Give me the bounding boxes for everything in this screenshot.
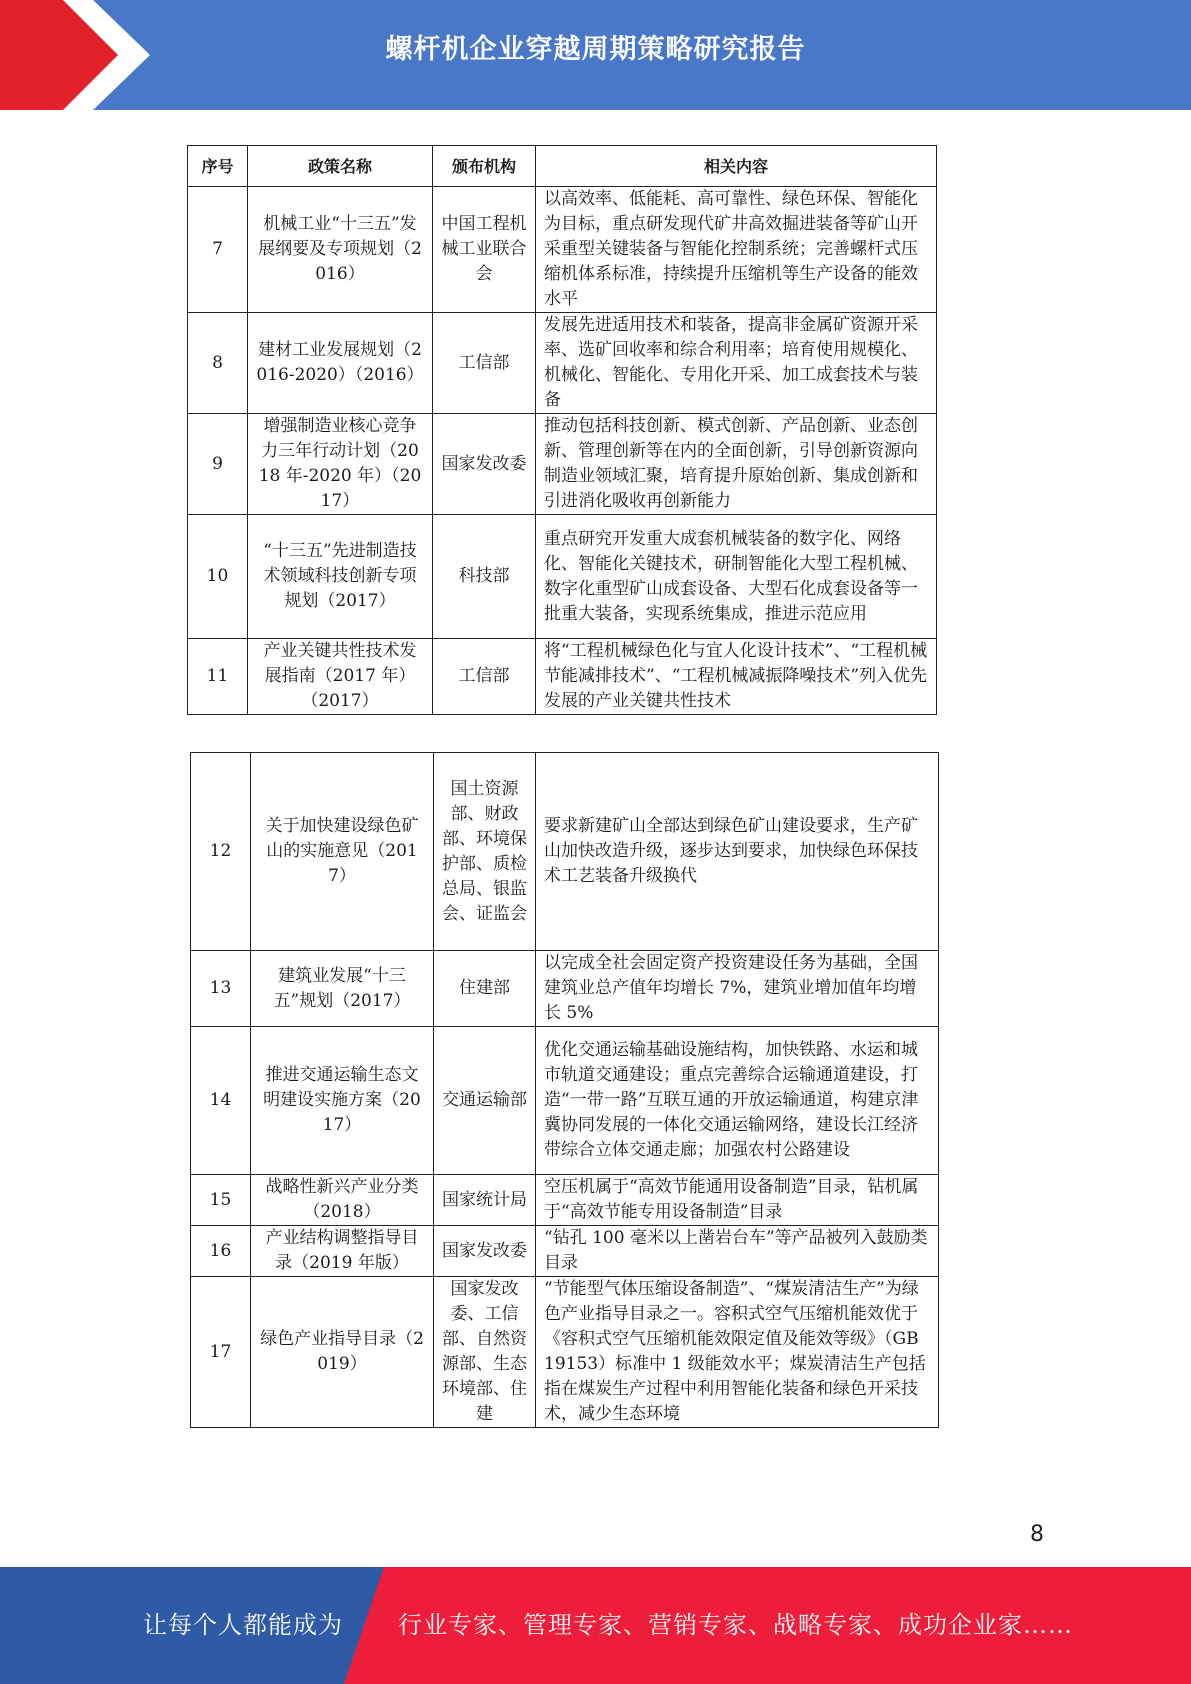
- issuing-agency: 交通运输部: [434, 1027, 536, 1175]
- row-number: 17: [191, 1277, 251, 1428]
- row-number: 13: [191, 951, 251, 1027]
- policy-name: “十三五”先进制造技术领域科技创新专项规划（2017）: [248, 515, 433, 639]
- header-band: [0, 0, 1191, 110]
- policy-content: 发展先进适用技术和装备，提高非金属矿资源开采率、选矿回收率和综合利用率；培育使用规模化、机械化、智能化、专用化开采、加工成套技术与装备: [536, 313, 937, 414]
- column-header-content: 相关内容: [536, 146, 937, 187]
- column-header-no: 序号: [188, 146, 248, 187]
- policy-name: 产业关键共性技术发展指南（2017 年）（2017）: [248, 639, 433, 715]
- issuing-agency: 工信部: [433, 639, 536, 715]
- table-row: [188, 313, 937, 414]
- table-row: [188, 414, 937, 515]
- footer-slogan-right: 行业专家、管理专家、营销专家、战略专家、成功企业家……: [398, 1611, 1073, 1639]
- row-number: 7: [188, 187, 248, 313]
- issuing-agency: 国家发改委: [433, 414, 536, 515]
- row-number: 15: [191, 1175, 251, 1226]
- page-title: 螺杆机企业穿越周期策略研究报告: [385, 34, 806, 65]
- issuing-agency: 国家统计局: [434, 1175, 536, 1226]
- table-row: [191, 1027, 939, 1175]
- policy-table-part1: [187, 145, 937, 715]
- footer-slogan-left: 让每个人都能成为: [143, 1611, 343, 1639]
- policy-name: 关于加快建设绿色矿山的实施意见（2017）: [251, 753, 434, 951]
- table-row: [191, 951, 939, 1027]
- column-header-org: 颁布机构: [433, 146, 536, 187]
- issuing-agency: 工信部: [433, 313, 536, 414]
- table-row: [191, 1226, 939, 1277]
- row-number: 9: [188, 414, 248, 515]
- policy-content: 优化交通运输基础设施结构，加快铁路、水运和城市轨道交通建设；重点完善综合运输通道建设，打造“一带一路”互联互通的开放运输通道，构建京津冀协同发展的一体化交通运输网络，建设长江经济带综合立体交通走廊；加强农村公路建设: [536, 1027, 939, 1175]
- policy-content: “节能型气体压缩设备制造”、“煤炭清洁生产”为绿色产业指导目录之一。容积式空气压缩机能效优于《容积式空气压缩机能效限定值及能效等级》（GB 19153）标准中 1 级能效水平；煤炭清洁生产包括指在煤炭生产过程中利用智能化装备和绿色开采技术，减少生态环境: [536, 1277, 939, 1428]
- policy-name: 推进交通运输生态文明建设实施方案（2017）: [251, 1027, 434, 1175]
- policy-content: 要求新建矿山全部达到绿色矿山建设要求，生产矿山加快改造升级，逐步达到要求，加快绿色环保技术工艺装备升级换代: [536, 753, 939, 951]
- policy-content: 重点研究开发重大成套机械装备的数字化、网络化、智能化关键技术，研制智能化大型工程机械、数字化重型矿山成套设备、大型石化成套设备等一批重大装备，实现系统集成，推进示范应用: [536, 515, 937, 639]
- table-row: [191, 1277, 939, 1428]
- row-number: 12: [191, 753, 251, 951]
- table-header-row: [188, 146, 937, 187]
- table-row: [188, 639, 937, 715]
- policy-name: 绿色产业指导目录（2019）: [251, 1277, 434, 1428]
- policy-table-part2: [190, 752, 939, 1428]
- table-row: [188, 187, 937, 313]
- policy-content: 空压机属于“高效节能通用设备制造”目录，钻机属于“高效节能专用设备制造”目录: [536, 1175, 939, 1226]
- policy-content: 以高效率、低能耗、高可靠性、绿色环保、智能化为目标，重点研发现代矿井高效掘进装备等矿山开采重型关键装备与智能化控制系统；完善螺杆式压缩机体系标准，持续提升压缩机等生产设备的能效水平: [536, 187, 937, 313]
- table-row: [191, 753, 939, 951]
- footer-band: [0, 1567, 1191, 1684]
- row-number: 16: [191, 1226, 251, 1277]
- issuing-agency: 国家发改委、工信部、自然资源部、生态环境部、住建: [434, 1277, 536, 1428]
- row-number: 14: [191, 1027, 251, 1175]
- issuing-agency: 国土资源部、财政部、环境保护部、质检总局、银监会、证监会: [434, 753, 536, 951]
- table-row: [188, 515, 937, 639]
- issuing-agency: 住建部: [434, 951, 536, 1027]
- policy-name: 产业结构调整指导目录（2019 年版）: [251, 1226, 434, 1277]
- policy-content: 将“工程机械绿色化与宜人化设计技术”、“工程机械节能减排技术”、“工程机械减振降噪技术”列入优先发展的产业关键共性技术: [536, 639, 937, 715]
- page-number: 8: [1030, 1522, 1044, 1547]
- policy-name: 机械工业“十三五”发展纲要及专项规划（2016）: [248, 187, 433, 313]
- policy-name: 建筑业发展“十三五”规划（2017）: [251, 951, 434, 1027]
- policy-name: 战略性新兴产业分类（2018）: [251, 1175, 434, 1226]
- policy-content: 推动包括科技创新、模式创新、产品创新、业态创新、管理创新等在内的全面创新，引导创新资源向制造业领域汇聚，培育提升原始创新、集成创新和引进消化吸收再创新能力: [536, 414, 937, 515]
- policy-name: 增强制造业核心竞争力三年行动计划（2018 年-2020 年）（2017）: [248, 414, 433, 515]
- policy-name: 建材工业发展规划（2016-2020）（2016）: [248, 313, 433, 414]
- issuing-agency: 国家发改委: [434, 1226, 536, 1277]
- table-row: [191, 1175, 939, 1226]
- row-number: 8: [188, 313, 248, 414]
- column-header-name: 政策名称: [248, 146, 433, 187]
- issuing-agency: 中国工程机械工业联合会: [433, 187, 536, 313]
- issuing-agency: 科技部: [433, 515, 536, 639]
- row-number: 10: [188, 515, 248, 639]
- policy-content: “钻孔 100 毫米以上凿岩台车”等产品被列入鼓励类目录: [536, 1226, 939, 1277]
- policy-content: 以完成全社会固定资产投资建设任务为基础，全国建筑业总产值年均增长 7%，建筑业增加值年均增长 5%: [536, 951, 939, 1027]
- row-number: 11: [188, 639, 248, 715]
